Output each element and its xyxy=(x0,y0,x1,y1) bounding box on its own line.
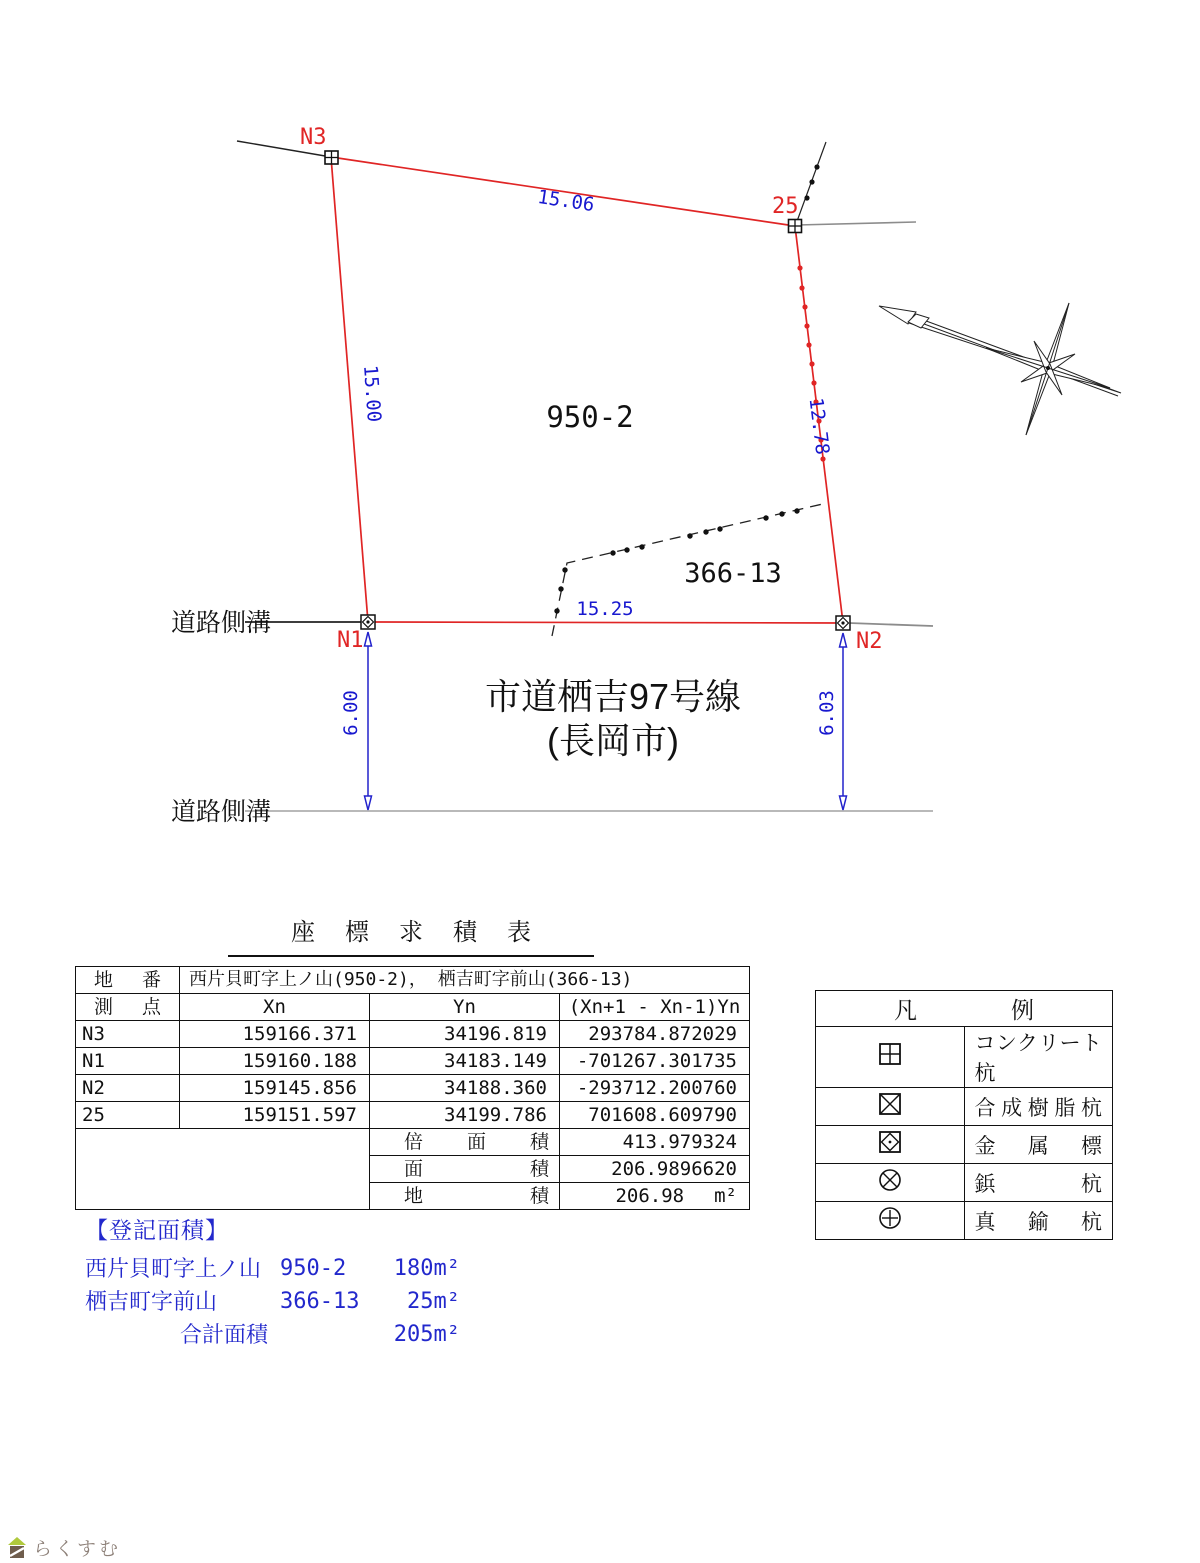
dimension-label-left: 15.00 xyxy=(359,364,385,423)
legend-row xyxy=(816,1126,1113,1164)
summary-label-parcel-area: 地積 xyxy=(370,1183,560,1210)
parcel-header-label: 地番 xyxy=(76,967,180,994)
legend-item-label: 真鍮杭 xyxy=(964,1202,1113,1240)
parcel-area-number: 206.98 xyxy=(615,1185,685,1207)
legend-item-label: 鋲杭 xyxy=(964,1164,1113,1202)
registered-area-total-label: 合計面積 xyxy=(179,1322,268,1347)
summary-label-area: 面積 xyxy=(370,1156,560,1183)
concrete-stake-icon xyxy=(816,1027,965,1088)
cell-point: 25 xyxy=(76,1102,180,1129)
gutter-label-bottom: 道路側溝 xyxy=(171,798,272,826)
cell-yn: 34196.819 xyxy=(370,1021,560,1048)
coordinate-area-table xyxy=(75,966,750,1210)
cell-point: N2 xyxy=(76,1075,180,1102)
legend-header-row xyxy=(816,991,1113,1027)
table-row xyxy=(76,1048,750,1075)
registered-area-section xyxy=(85,1212,460,1349)
dimension-label-middle: 15.25 xyxy=(576,598,634,620)
point-symbol-n2-metal-marker xyxy=(836,616,850,630)
parcel-label-main: 950-2 xyxy=(546,400,634,434)
cell-xn: 159160.188 xyxy=(180,1048,370,1075)
parcel-label-secondary: 366-13 xyxy=(684,558,782,589)
dimension-label-top: 15.06 xyxy=(535,185,596,217)
parcel-boundary-lines xyxy=(331,157,843,623)
column-header-formula: (Xn+1 - Xn-1)Yn xyxy=(560,994,750,1021)
cell-yn: 34199.786 xyxy=(370,1102,560,1129)
cell-point: N3 xyxy=(76,1021,180,1048)
table-row-parcel xyxy=(76,967,750,994)
cell-xn: 159151.597 xyxy=(180,1102,370,1129)
resin-stake-icon xyxy=(816,1088,965,1126)
annotation-labels xyxy=(171,400,782,826)
registered-area-value: 25m² xyxy=(407,1289,460,1314)
metal-marker-icon xyxy=(816,1126,965,1164)
point-label-n3: N3 xyxy=(300,125,327,150)
logo-text: らくすむ xyxy=(33,1539,122,1560)
legend-row xyxy=(816,1088,1113,1126)
pin-stake-icon xyxy=(816,1164,965,1202)
table-row xyxy=(76,1102,750,1129)
summary-value-parcel-area xyxy=(560,1183,750,1210)
parcel-area-unit: m² xyxy=(714,1185,737,1207)
registered-area-value: 180m² xyxy=(393,1256,460,1281)
rakusumu-logo xyxy=(8,1534,121,1561)
registered-area-name: 栖吉町字前山 xyxy=(85,1289,218,1314)
road-name-line1: 市道栖吉97号線 xyxy=(484,676,742,717)
cell-product: 701608.609790 xyxy=(560,1102,750,1129)
cell-xn: 159145.856 xyxy=(180,1075,370,1102)
point-header-label: 測点 xyxy=(76,994,180,1021)
table-row xyxy=(76,1075,750,1102)
house-icon xyxy=(8,1537,26,1558)
point-symbol-n3-concrete-stake xyxy=(325,151,338,164)
dimension-label-right: 12.78 xyxy=(804,396,834,456)
table-row-header xyxy=(76,994,750,1021)
cell-point: N1 xyxy=(76,1048,180,1075)
summary-label-double-area: 倍面積 xyxy=(370,1129,560,1156)
road-name-line2: (長岡市) xyxy=(547,720,679,761)
registered-area-name: 西片貝町字上ノ山 xyxy=(85,1256,262,1281)
column-header-xn: Xn xyxy=(180,994,370,1021)
legend-title: 凡例 xyxy=(816,991,1113,1027)
cell-product: -701267.301735 xyxy=(560,1048,750,1075)
cell-product: 293784.872029 xyxy=(560,1021,750,1048)
table-row xyxy=(76,1021,750,1048)
brass-stake-icon xyxy=(816,1202,965,1240)
legend-table xyxy=(815,990,1113,1240)
dimension-label-road-right: 6.03 xyxy=(816,690,838,736)
legend-item-label: コンクリート杭 xyxy=(964,1027,1113,1088)
summary-value-area: 206.9896620 xyxy=(560,1156,750,1183)
cell-yn: 34183.149 xyxy=(370,1048,560,1075)
cell-product: -293712.200760 xyxy=(560,1075,750,1102)
registered-area-total-value: 205m² xyxy=(393,1322,460,1347)
point-label-n1: N1 xyxy=(337,628,364,653)
summary-empty-cell xyxy=(76,1129,370,1210)
coord-table-title: 座標求積表 xyxy=(228,912,594,957)
dimension-labels xyxy=(340,186,838,736)
point-label-n2: N2 xyxy=(856,629,883,654)
legend-row xyxy=(816,1027,1113,1088)
registered-area-number: 950-2 xyxy=(280,1256,347,1281)
point-symbol-n1-metal-marker xyxy=(361,615,375,629)
column-header-yn: Yn xyxy=(370,994,560,1021)
table-row-summary xyxy=(76,1129,750,1156)
cell-yn: 34188.360 xyxy=(370,1075,560,1102)
summary-value-double-area: 413.979324 xyxy=(560,1129,750,1156)
legend-item-label: 合成樹脂杭 xyxy=(964,1088,1113,1126)
registered-area-number xyxy=(280,1321,385,1349)
registered-area-heading: 【登記面積】 xyxy=(85,1217,229,1243)
parcel-header-value: 西片貝町字上ノ山(950-2)， 栖吉町字前山(366-13) xyxy=(180,967,750,994)
cell-xn: 159166.371 xyxy=(180,1021,370,1048)
north-arrow-compass xyxy=(879,303,1121,435)
point-label-25: 25 xyxy=(772,194,799,219)
dimension-label-road-left: 6.00 xyxy=(340,690,362,736)
gutter-label-top: 道路側溝 xyxy=(171,609,272,637)
point-symbol-25-concrete-stake xyxy=(789,220,802,233)
legend-row xyxy=(816,1164,1113,1202)
legend-row xyxy=(816,1202,1113,1240)
registered-area-number: 366-13 xyxy=(280,1289,360,1314)
legend-item-label: 金属標 xyxy=(964,1126,1113,1164)
